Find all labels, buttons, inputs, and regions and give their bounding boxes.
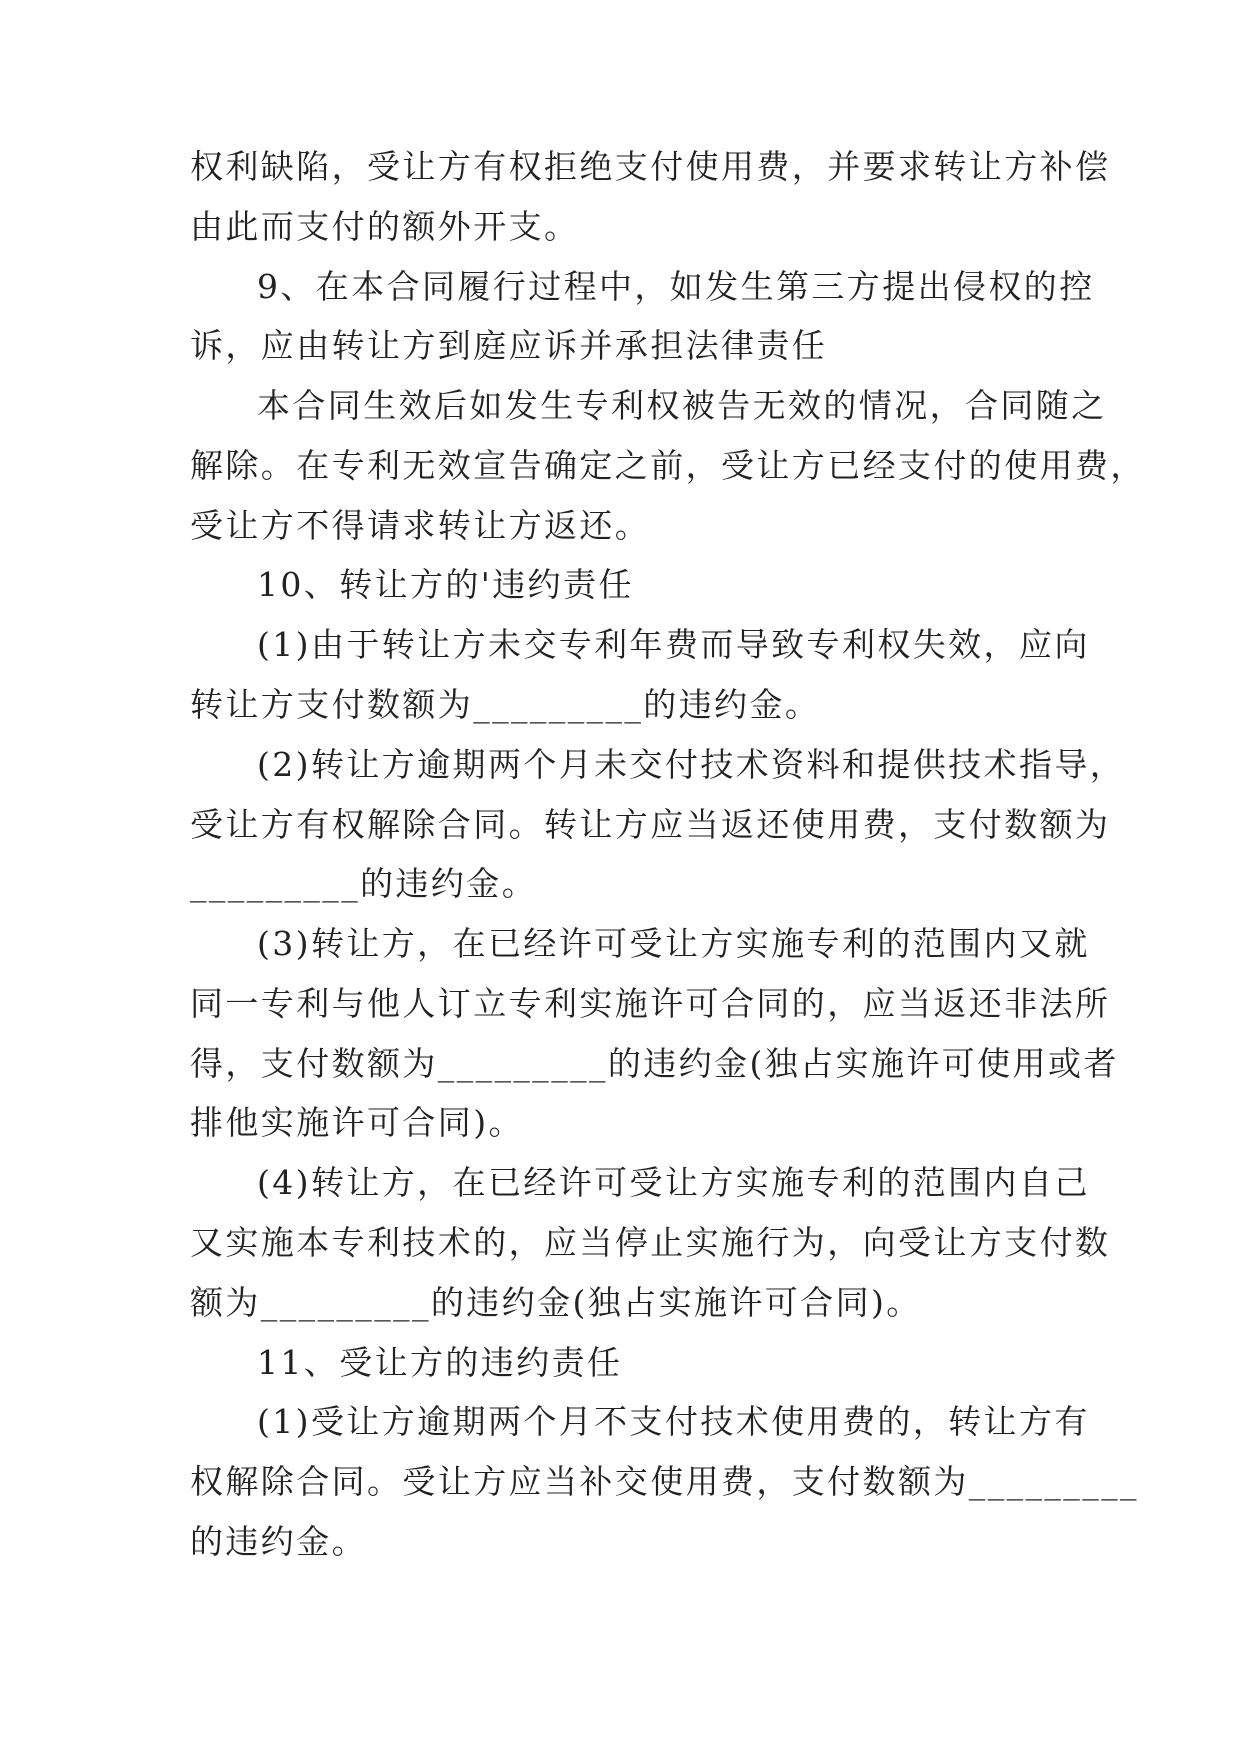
text-line: 权解除合同。受让方应当补交使用费，支付数额为_________	[190, 1462, 1139, 1501]
text-line: 同一专利与他人订立专利实施许可合同的，应当返还非法所	[190, 984, 1111, 1023]
text-line: (3)转让方，在已经许可受让方实施专利的范围内又就	[257, 924, 1090, 963]
text-line: 的违约金。	[190, 1522, 367, 1561]
text-line: _________的违约金。	[190, 864, 538, 903]
text-line: 受让方有权解除合同。转让方应当返还使用费，支付数额为	[190, 805, 1111, 844]
text-line: 11、受让方的违约责任	[257, 1343, 623, 1382]
text-line: 受让方不得请求转让方返还。	[190, 506, 651, 545]
text-line: 解除。在专利无效宣告确定之前，受让方已经支付的使用费，	[190, 446, 1146, 485]
text-line: 额为_________的违约金(独占实施许可合同)。	[190, 1283, 922, 1322]
text-line: (2)转让方逾期两个月未交付技术资料和提供技术指导，	[257, 745, 1126, 784]
text-line: (1)受让方逾期两个月不支付技术使用费的，转让方有	[257, 1402, 1090, 1441]
text-line: 得，支付数额为_________的违约金(独占实施许可使用或者	[190, 1044, 1119, 1083]
text-line: 由此而支付的额外开支。	[190, 207, 580, 246]
text-line: 权利缺陷，受让方有权拒绝支付使用费，并要求转让方补偿	[190, 147, 1111, 186]
text-line: 9、在本合同履行过程中，如发生第三方提出侵权的控	[257, 267, 1095, 306]
text-line: 排他实施许可合同)。	[190, 1103, 524, 1142]
text-line: (1)由于转让方未交专利年费而导致专利权失效，应向	[257, 625, 1090, 664]
text-line: 转让方支付数额为_________的违约金。	[190, 685, 821, 724]
text-line: 本合同生效后如发生专利权被告无效的情况，合同随之	[257, 386, 1107, 425]
text-line: 诉，应由转让方到庭应诉并承担法律责任	[190, 326, 828, 365]
text-line: 10、转让方的'违约责任	[257, 565, 634, 604]
text-line: 又实施本专利技术的，应当停止实施行为，向受让方支付数	[190, 1223, 1111, 1262]
text-line: (4)转让方，在已经许可受让方实施专利的范围内自己	[257, 1163, 1090, 1202]
